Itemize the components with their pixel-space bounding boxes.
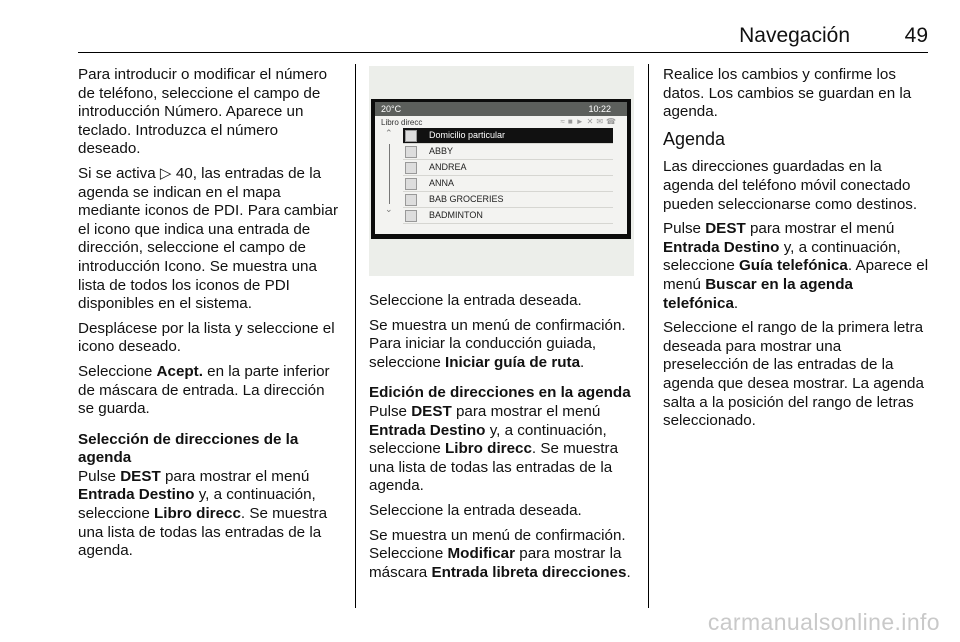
- bold-term: Libro direcc: [444, 440, 532, 458]
- list-item: [403, 160, 613, 176]
- paragraph: Seleccione la entrada deseada.: [369, 501, 582, 519]
- screen-list-title: Libro direcc: [381, 118, 423, 127]
- bold-term: Guía telefónica: [738, 257, 848, 275]
- page-header: [78, 0, 928, 56]
- text: .: [733, 294, 739, 312]
- watermark: carmanualsonline.info: [707, 609, 940, 635]
- paragraph: Para introducir o modificar el número de teléfono, seleccione el campo de introducción Número. Aparece un teclado. Introduzca el número deseado.: [78, 66, 328, 158]
- screen-temperature: 20°C: [381, 104, 402, 114]
- bold-term: Buscar en la agenda telefónica: [663, 275, 853, 312]
- paragraph: [78, 363, 344, 419]
- paragraph: [663, 220, 929, 313]
- list-item: [403, 144, 613, 160]
- bold-term: DEST: [411, 402, 452, 420]
- paragraph: [78, 468, 344, 561]
- chevron-down-icon: ⌄: [385, 204, 393, 214]
- text: Si se activa: [78, 164, 160, 182]
- entry-name: BADMINTON: [429, 210, 483, 220]
- page-ref-icon: ▷: [159, 164, 172, 182]
- text: para mostrar el menú: [745, 220, 895, 238]
- text: para mostrar el menú: [451, 402, 601, 420]
- text: y, a continuación, seleccione: [78, 486, 316, 523]
- list-item: [403, 176, 613, 192]
- text: en la parte inferior de máscara de entrada. La dirección se guarda.: [78, 362, 330, 418]
- text: , las entradas de la agenda se indican en el mapa mediante iconos de PDI. Para cambiar el icono que indica una entrada de dirección, seleccione el campo de introducción Icono. Se muestra una lista de todos los iconos de PDI disponibles en el sistema.: [78, 164, 339, 313]
- text: .: [626, 563, 631, 581]
- chevron-up-icon: ⌃: [385, 128, 393, 138]
- contact-icon: [405, 178, 417, 190]
- bold-term: DEST: [120, 467, 161, 485]
- entry-name: ANDREA: [429, 162, 467, 172]
- contact-icon: [405, 210, 417, 222]
- text: Pulse: [78, 467, 121, 485]
- text: Se muestra un menú de confirmación. Para iniciar la conducción guiada, seleccione: [369, 316, 626, 371]
- column-2: [369, 292, 635, 588]
- paragraph: [78, 165, 344, 314]
- column-1: [78, 66, 344, 567]
- bold-term: Libro direcc: [153, 505, 241, 523]
- infotainment-screen: [371, 99, 631, 239]
- paragraph: [369, 527, 635, 583]
- text: para mostrar el menú: [160, 467, 310, 485]
- screen-status-bar: [375, 102, 627, 116]
- bold-term: Entrada Destino: [369, 421, 486, 439]
- contact-icon: [405, 162, 417, 174]
- screenshot-figure: [369, 66, 634, 276]
- text: . Se muestra una lista de todas las entradas de la agenda.: [369, 440, 619, 495]
- subheading: Selección de direcciones de la agenda: [78, 430, 299, 467]
- entry-name: ANNA: [429, 178, 455, 188]
- paragraph: Las direcciones guardadas en la agenda del teléfono móvil conectado pueden seleccionarse como destinos.: [663, 158, 918, 213]
- section-title: Navegación: [739, 24, 850, 47]
- text: . Aparece el menú: [663, 257, 929, 293]
- paragraph: Desplácese por la lista y seleccione el icono deseado.: [78, 319, 335, 356]
- shop-icon: [405, 194, 417, 206]
- home-icon: [405, 130, 417, 142]
- bold-term: Entrada Destino: [78, 486, 195, 504]
- header-rule: [78, 52, 928, 53]
- bold-term: Modificar: [447, 545, 516, 563]
- bold-term: Entrada libreta direcciones: [431, 563, 627, 581]
- bold-term: Entrada Destino: [663, 238, 780, 256]
- text: y, a continuación, seleccione: [663, 238, 901, 275]
- bold-term: DEST: [705, 220, 746, 238]
- column-divider-1: [355, 64, 356, 608]
- page-ref: 40: [175, 164, 193, 182]
- status-icons: ≈■►✕✉☎: [560, 117, 619, 126]
- section-heading: Agenda: [663, 128, 726, 149]
- list-item: [403, 128, 613, 144]
- paragraph: [369, 403, 635, 496]
- list-item: [403, 192, 613, 208]
- entry-name: ABBY: [429, 146, 454, 156]
- bold-term: Acept.: [156, 362, 203, 380]
- page-number: 49: [904, 24, 928, 47]
- paragraph: Realice los cambios y confirme los datos. Los cambios se guardan en la agenda.: [663, 66, 912, 121]
- text: Pulse: [369, 402, 412, 420]
- text: .: [580, 353, 585, 371]
- bold-term: Iniciar guía de ruta: [444, 353, 581, 371]
- text: y, a continuación, seleccione: [369, 421, 607, 458]
- contact-icon: [405, 146, 417, 158]
- entry-name: Domicilio particular: [429, 130, 506, 140]
- column-divider-2: [648, 64, 649, 608]
- scrollbar: [389, 144, 390, 204]
- text: Seleccione: [78, 362, 157, 380]
- paragraph: Seleccione la entrada deseada.: [369, 292, 582, 309]
- screen-content: [375, 116, 627, 234]
- screen-time: 10:22: [588, 104, 611, 114]
- column-3: [663, 66, 929, 437]
- subheading: Edición de direcciones en la agenda: [369, 384, 631, 402]
- list-item: [403, 208, 613, 224]
- paragraph: [369, 317, 635, 373]
- text: . Se muestra una lista de todas las entradas de la agenda.: [78, 505, 328, 560]
- text: Se muestra un menú de confirmación. Seleccione: [369, 526, 626, 563]
- entry-name: BAB GROCERIES: [429, 194, 504, 204]
- text: Pulse: [663, 220, 706, 238]
- text: para mostrar la máscara: [369, 545, 622, 581]
- paragraph: Seleccione el rango de la primera letra deseada para mostrar una preselección de las entradas de la agenda que desea mostrar. La agenda salta a la posición del rango de letras seleccionado.: [663, 319, 924, 430]
